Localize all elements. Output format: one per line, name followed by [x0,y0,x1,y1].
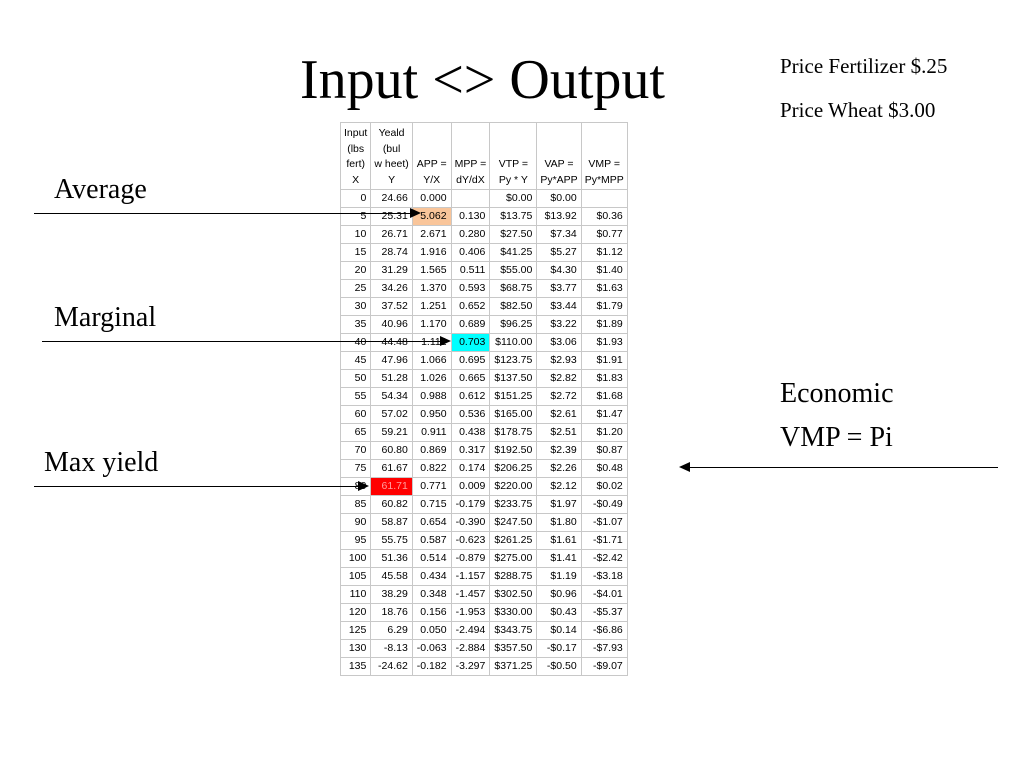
table-cell: $233.75 [490,496,537,514]
table-cell: $178.75 [490,424,537,442]
table-cell: $1.41 [537,550,581,568]
table-cell: $137.50 [490,370,537,388]
table-cell: $41.25 [490,244,537,262]
table-cell: -$6.86 [581,622,627,640]
table-cell: -$4.01 [581,586,627,604]
table-cell: $0.00 [537,190,581,208]
table-row [341,568,628,586]
table-cell: 0.988 [412,388,451,406]
label-marginal: Marginal [54,302,157,333]
table-cell: 0.950 [412,406,451,424]
table-cell: -0.063 [412,640,451,658]
table-cell: $123.75 [490,352,537,370]
table-cell: 120 [341,604,371,622]
table-cell: 0.317 [451,442,490,460]
table-cell: $82.50 [490,298,537,316]
table-cell: 85 [341,496,371,514]
table-cell: 57.02 [371,406,412,424]
table-cell: 90 [341,514,371,532]
column-header-line: Yeald [378,127,405,139]
table-cell: -$0.50 [537,658,581,676]
table-cell: 0.654 [412,514,451,532]
table-cell: -0.390 [451,514,490,532]
column-header-line: Input [344,127,368,139]
average-pointer-line [34,213,412,214]
table-cell: 54.34 [371,388,412,406]
table-row [341,514,628,532]
table-cell: -$0.49 [581,496,627,514]
table-cell: 0.009 [451,478,490,496]
table-cell: 100 [341,550,371,568]
table-cell: 55 [341,388,371,406]
table-cell: $13.92 [537,208,581,226]
table-cell: $1.79 [581,298,627,316]
column-header-line: Py * Y [498,173,528,186]
table-cell: 60.82 [371,496,412,514]
table-cell: $2.12 [537,478,581,496]
table-cell: 18.76 [371,604,412,622]
table-cell: 0.156 [412,604,451,622]
column-header-line: (lbs [347,142,365,155]
table-cell: $371.25 [490,658,537,676]
max-yield-pointer-line [34,486,360,487]
table-cell: 0.911 [412,424,451,442]
economic-pointer-line [690,467,998,468]
table-cell: $0.14 [537,622,581,640]
column-header-line: Py*MPP [584,173,624,186]
table-row [341,442,628,460]
table-cell: $330.00 [490,604,537,622]
table-cell: 1.370 [412,280,451,298]
table-cell: -1.157 [451,568,490,586]
column-header [412,123,451,190]
table-cell: 30 [341,298,371,316]
table-row [341,316,628,334]
table-cell: $27.50 [490,226,537,244]
table-cell: $0.77 [581,226,627,244]
column-header [371,123,412,190]
average-arrowhead-icon [410,208,421,218]
table-cell: 20 [341,262,371,280]
table-cell: -3.297 [451,658,490,676]
table-cell: 44.48 [371,334,412,352]
table-cell: $206.25 [490,460,537,478]
table-cell: 1.916 [412,244,451,262]
table-row [341,190,628,208]
table-row [341,262,628,280]
table-cell: 0.689 [451,316,490,334]
table-cell: 58.87 [371,514,412,532]
table-cell: -0.182 [412,658,451,676]
table-cell: -$9.07 [581,658,627,676]
table-cell: 105 [341,568,371,586]
table-cell: $0.36 [581,208,627,226]
table-cell: 1.565 [412,262,451,280]
table-row [341,640,628,658]
column-header-line: dY/dX [456,173,485,186]
table-cell: 0.280 [451,226,490,244]
table-cell: 5.062 [412,208,451,226]
table-cell: 0.536 [451,406,490,424]
table-cell: 45 [341,352,371,370]
column-header-line: VTP = [498,158,528,170]
table-cell: -$3.18 [581,568,627,586]
table-cell: 80 [341,478,371,496]
table-cell: -$1.07 [581,514,627,532]
table-cell: 1.170 [412,316,451,334]
table-row [341,352,628,370]
column-header-line: w heet) [374,158,409,170]
economic-arrowhead-icon [679,462,690,472]
table-cell: $1.20 [581,424,627,442]
table-cell: $1.63 [581,280,627,298]
table-cell: 15 [341,244,371,262]
table-cell: 1.026 [412,370,451,388]
input-output-table [340,122,628,676]
table-cell: 70 [341,442,371,460]
table-cell: -$0.17 [537,640,581,658]
table-cell: 31.29 [371,262,412,280]
table-cell: -2.884 [451,640,490,658]
table-cell: 130 [341,640,371,658]
table-cell: 0.822 [412,460,451,478]
table-cell: $3.06 [537,334,581,352]
table-cell: $192.50 [490,442,537,460]
table-cell: $0.43 [537,604,581,622]
table-row [341,298,628,316]
table-cell: $343.75 [490,622,537,640]
table-cell: -8.13 [371,640,412,658]
table-cell: 0.434 [412,568,451,586]
table-row [341,604,628,622]
table-cell: $1.91 [581,352,627,370]
table-cell: $261.25 [490,532,537,550]
table-cell: $2.51 [537,424,581,442]
table-cell: -0.623 [451,532,490,550]
table-cell: $2.39 [537,442,581,460]
table-cell: $96.25 [490,316,537,334]
label-average: Average [54,174,147,205]
table-row [341,280,628,298]
table-cell: 5 [341,208,371,226]
table-cell: 55.75 [371,532,412,550]
table-cell: $275.00 [490,550,537,568]
table-cell: 47.96 [371,352,412,370]
table-cell: 25 [341,280,371,298]
table-cell: $1.68 [581,388,627,406]
column-header-line: Y/X [423,173,441,186]
table-cell: 60 [341,406,371,424]
table-cell: 51.36 [371,550,412,568]
column-header-line: VMP = [588,158,621,170]
table-cell: $151.25 [490,388,537,406]
column-header [451,123,490,190]
label-vmp-pi: VMP = Pi [780,422,893,453]
table-cell: $1.47 [581,406,627,424]
table-cell: 38.29 [371,586,412,604]
label-max-yield: Max yield [44,447,159,478]
table-cell: 0.130 [451,208,490,226]
label-economic: Economic [780,378,894,409]
column-header-line: fert) [346,158,366,170]
table-cell: -0.879 [451,550,490,568]
table-cell: $165.00 [490,406,537,424]
table-cell: 0.869 [412,442,451,460]
table-cell: $2.72 [537,388,581,406]
column-header-line: X [352,173,360,186]
column-header-line: APP = [416,158,447,170]
max-yield-arrowhead-icon [358,481,369,491]
table-cell: 0.000 [412,190,451,208]
table-cell: -24.62 [371,658,412,676]
table-cell: $0.96 [537,586,581,604]
marginal-pointer-line [42,341,442,342]
table-cell: 135 [341,658,371,676]
table-cell: 0 [341,190,371,208]
column-header [581,123,627,190]
table-row [341,460,628,478]
column-header-line: MPP = [454,158,487,170]
price-wheat: Price Wheat $3.00 [780,98,936,122]
table-cell: 61.71 [371,478,412,496]
table-row [341,406,628,424]
table-cell: 0.695 [451,352,490,370]
table-cell: 0.715 [412,496,451,514]
column-header-line: Py*APP [540,173,578,186]
column-header-line: Y [388,173,396,186]
table-cell: 75 [341,460,371,478]
table-body [341,190,628,676]
table-cell: 0.665 [451,370,490,388]
slide-title: Input <> Output [300,49,665,111]
table-cell: $288.75 [490,568,537,586]
table-cell: $55.00 [490,262,537,280]
table-cell: 0.348 [412,586,451,604]
table-cell: $5.27 [537,244,581,262]
table-cell: $0.00 [490,190,537,208]
table-cell [581,190,627,208]
table-cell: $357.50 [490,640,537,658]
table-cell: $68.75 [490,280,537,298]
table-cell: $2.26 [537,460,581,478]
table-row [341,226,628,244]
table-cell: 59.21 [371,424,412,442]
table-cell: 37.52 [371,298,412,316]
table-row [341,532,628,550]
table-cell: $3.77 [537,280,581,298]
table-cell: 28.74 [371,244,412,262]
table-cell: 35 [341,316,371,334]
table-cell: $1.83 [581,370,627,388]
table-row [341,208,628,226]
table-cell: $1.80 [537,514,581,532]
table-cell: $220.00 [490,478,537,496]
table-cell: 61.67 [371,460,412,478]
table-cell: 0.514 [412,550,451,568]
table-cell: 26.71 [371,226,412,244]
table-cell: $4.30 [537,262,581,280]
table-cell: 40.96 [371,316,412,334]
table-cell: 95 [341,532,371,550]
table-cell: 6.29 [371,622,412,640]
table-cell: 0.587 [412,532,451,550]
table-cell: 45.58 [371,568,412,586]
table-cell: 110 [341,586,371,604]
table-cell: -$1.71 [581,532,627,550]
table-cell: 40 [341,334,371,352]
table-cell: 34.26 [371,280,412,298]
table-cell: $2.93 [537,352,581,370]
table-cell: $0.02 [581,478,627,496]
table-cell: $2.61 [537,406,581,424]
table-cell: 0.771 [412,478,451,496]
table-row [341,550,628,568]
table-cell: -1.953 [451,604,490,622]
table-cell: $1.93 [581,334,627,352]
table-row [341,478,628,496]
table-row [341,586,628,604]
table-row [341,334,628,352]
column-header [490,123,537,190]
table-cell: 24.66 [371,190,412,208]
column-header [537,123,581,190]
table-cell: 125 [341,622,371,640]
table-row [341,658,628,676]
table-cell: -$5.37 [581,604,627,622]
column-header-line: (bul [382,142,401,155]
table-cell: 0.438 [451,424,490,442]
table-row [341,388,628,406]
table-cell: $110.00 [490,334,537,352]
table-cell: $7.34 [537,226,581,244]
table-cell: 0.511 [451,262,490,280]
table-cell: -2.494 [451,622,490,640]
table-cell: -1.457 [451,586,490,604]
table-cell: 0.050 [412,622,451,640]
table-cell: 60.80 [371,442,412,460]
table-cell: 1.066 [412,352,451,370]
column-header [341,123,371,190]
table-cell: -$7.93 [581,640,627,658]
table-cell: $0.48 [581,460,627,478]
table-cell: -0.179 [451,496,490,514]
table-row [341,496,628,514]
table-cell: 1.251 [412,298,451,316]
table-cell [451,190,490,208]
table-cell: -$2.42 [581,550,627,568]
table-cell: $3.22 [537,316,581,334]
table-cell: $302.50 [490,586,537,604]
table-cell: 2.671 [412,226,451,244]
table-row [341,244,628,262]
table-cell: 0.174 [451,460,490,478]
table-cell: 0.406 [451,244,490,262]
table-cell: $247.50 [490,514,537,532]
table-cell: $3.44 [537,298,581,316]
table-cell: 10 [341,226,371,244]
table-cell: $1.97 [537,496,581,514]
table-cell: 50 [341,370,371,388]
table-cell: $13.75 [490,208,537,226]
table-cell: $1.19 [537,568,581,586]
table-cell: $2.82 [537,370,581,388]
table-cell: $0.87 [581,442,627,460]
price-fertilizer: Price Fertilizer $.25 [780,54,948,78]
table-cell: 51.28 [371,370,412,388]
table-row [341,622,628,640]
marginal-arrowhead-icon [440,336,451,346]
table-cell: 65 [341,424,371,442]
table-cell: $1.89 [581,316,627,334]
table-cell: 0.612 [451,388,490,406]
table-row [341,370,628,388]
table-cell: 0.593 [451,280,490,298]
table-cell: 1.112 [412,334,451,352]
table-header-row [341,123,628,190]
column-header-line: VAP = [544,158,574,170]
table-cell: $1.12 [581,244,627,262]
table-cell: 0.703 [451,334,490,352]
table-cell: 0.652 [451,298,490,316]
table-cell: $1.61 [537,532,581,550]
table-cell: 25.31 [371,208,412,226]
table-cell: $1.40 [581,262,627,280]
table-row [341,424,628,442]
